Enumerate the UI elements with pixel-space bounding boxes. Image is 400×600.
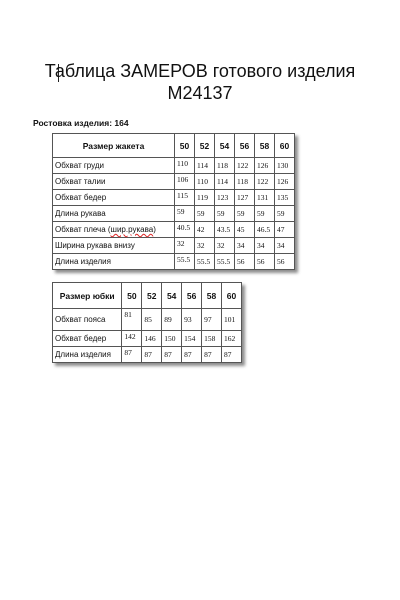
row-label-end: )	[153, 225, 156, 234]
table-cell: 118	[235, 174, 255, 190]
table-cell: 130	[275, 158, 295, 174]
jacket-size-col: 56	[235, 134, 255, 158]
table-cell: 135	[275, 190, 295, 206]
skirt-header-row	[53, 283, 242, 309]
table-cell: 59	[175, 206, 195, 222]
table-row	[53, 190, 295, 206]
row-label: Обхват груди	[53, 158, 175, 174]
table-cell: 114	[195, 158, 215, 174]
table-cell: 87	[162, 347, 182, 363]
table-cell: 55.5	[215, 254, 235, 270]
table-cell: 55.5	[175, 254, 195, 270]
table-cell: 101	[222, 309, 242, 331]
title-line-2: М24137	[167, 83, 233, 103]
table-cell: 126	[275, 174, 295, 190]
growth-label: Ростовка изделия: 164	[33, 118, 129, 128]
skirt-size-col: 60	[222, 283, 242, 309]
row-label: Обхват талии	[53, 174, 175, 190]
table-cell: 40.5	[175, 222, 195, 238]
title-line-1: Таблица ЗАМЕРОВ готового изделия	[44, 61, 356, 81]
table-cell: 162	[222, 331, 242, 347]
table-cell: 34	[255, 238, 275, 254]
table-cell: 142	[122, 331, 142, 347]
table-cell: 34	[275, 238, 295, 254]
table-cell: 122	[235, 158, 255, 174]
table-cell: 59	[195, 206, 215, 222]
table-cell: 32	[175, 238, 195, 254]
row-label: Длина изделия	[53, 254, 175, 270]
table-cell: 59	[235, 206, 255, 222]
table-row	[53, 174, 295, 190]
skirt-size-col: 54	[162, 283, 182, 309]
row-label: Длина изделия	[53, 347, 122, 363]
table-cell: 146	[142, 331, 162, 347]
table-row	[53, 331, 242, 347]
row-label: Обхват пояса	[53, 309, 122, 331]
table-cell: 45	[235, 222, 255, 238]
table-cell: 59	[275, 206, 295, 222]
jacket-header-row	[53, 134, 295, 158]
table-cell: 59	[255, 206, 275, 222]
table-cell: 87	[222, 347, 242, 363]
table-cell: 93	[182, 309, 202, 331]
skirt-size-col: 52	[142, 283, 162, 309]
table-cell: 87	[122, 347, 142, 363]
spellcheck-underlined-text: шир.рукава	[110, 225, 154, 234]
table-cell: 97	[202, 309, 222, 331]
skirt-size-col: 56	[182, 283, 202, 309]
table-cell: 47	[275, 222, 295, 238]
table-cell: 122	[255, 174, 275, 190]
table-cell: 55.5	[195, 254, 215, 270]
jacket-size-col: 50	[175, 134, 195, 158]
row-label: Обхват бедер	[53, 331, 122, 347]
skirt-size-col: 50	[122, 283, 142, 309]
table-cell: 32	[195, 238, 215, 254]
table-cell: 158	[202, 331, 222, 347]
table-cell: 106	[175, 174, 195, 190]
table-cell: 56	[275, 254, 295, 270]
row-label-main: Обхват плеча (	[55, 225, 111, 234]
row-label: Длина рукава	[53, 206, 175, 222]
row-label: Ширина рукава внизу	[53, 238, 175, 254]
table-row	[53, 222, 295, 238]
jacket-size-header: Размер жакета	[53, 134, 175, 158]
table-cell: 89	[162, 309, 182, 331]
row-label	[53, 222, 175, 238]
table-row	[53, 158, 295, 174]
table-cell: 59	[215, 206, 235, 222]
table-row	[53, 309, 242, 331]
table-cell: 110	[195, 174, 215, 190]
table-cell: 42	[195, 222, 215, 238]
table-cell: 110	[175, 158, 195, 174]
table-cell: 81	[122, 309, 142, 331]
table-cell: 87	[142, 347, 162, 363]
skirt-size-col: 58	[202, 283, 222, 309]
document-title	[0, 60, 400, 104]
table-cell: 126	[255, 158, 275, 174]
table-cell: 85	[142, 309, 162, 331]
table-row	[53, 347, 242, 363]
table-cell: 115	[175, 190, 195, 206]
jacket-size-col: 58	[255, 134, 275, 158]
skirt-size-header: Размер юбки	[53, 283, 122, 309]
table-row	[53, 206, 295, 222]
table-row	[53, 238, 295, 254]
table-cell: 150	[162, 331, 182, 347]
table-cell: 154	[182, 331, 202, 347]
table-cell: 56	[235, 254, 255, 270]
table-cell: 131	[255, 190, 275, 206]
table-cell: 119	[195, 190, 215, 206]
table-cell: 123	[215, 190, 235, 206]
jacket-size-table	[52, 133, 295, 270]
jacket-size-col: 54	[215, 134, 235, 158]
table-cell: 87	[182, 347, 202, 363]
table-cell: 127	[235, 190, 255, 206]
jacket-size-col: 52	[195, 134, 215, 158]
skirt-size-table	[52, 282, 242, 363]
row-label: Обхват бедер	[53, 190, 175, 206]
table-cell: 34	[235, 238, 255, 254]
jacket-size-col: 60	[275, 134, 295, 158]
table-cell: 114	[215, 174, 235, 190]
table-cell: 32	[215, 238, 235, 254]
table-cell: 46.5	[255, 222, 275, 238]
table-row	[53, 254, 295, 270]
table-cell: 87	[202, 347, 222, 363]
table-cell: 56	[255, 254, 275, 270]
table-cell: 43.5	[215, 222, 235, 238]
table-cell: 118	[215, 158, 235, 174]
